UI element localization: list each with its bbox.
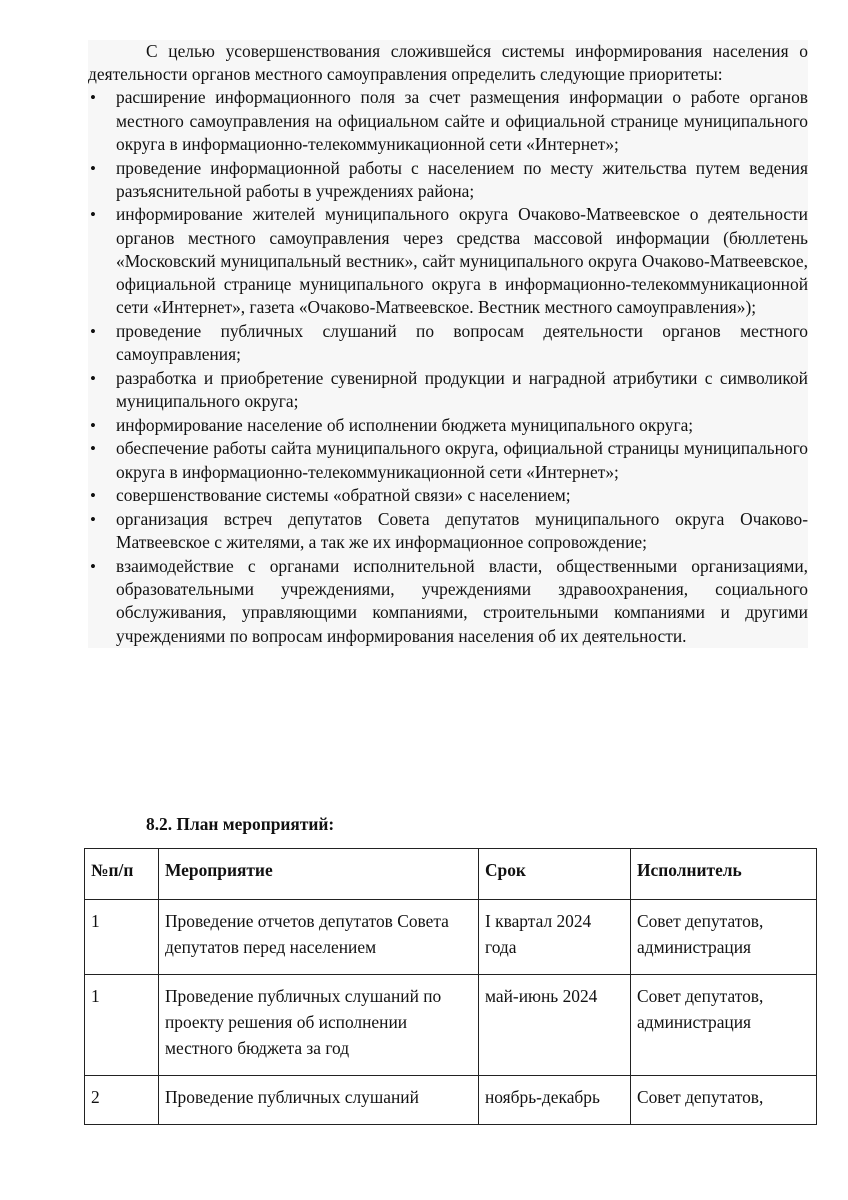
cell-event: Проведение публичных слушаний по проекту решения об исполнении местного бюджета за год [159,975,479,1076]
list-item: • совершенствование системы «обратной связи» с населением; [88,484,808,507]
column-header-deadline: Срок [479,849,631,900]
table-header-row [85,849,817,900]
cell-executor: Совет депутатов, администрация [631,900,817,975]
table-row [85,900,817,975]
list-item: • информирование жителей муниципального округа Очаково-Матвеевское о деятельности органов местного самоуправления через средства массовой информации (бюллетень «Московский муниципальный вестник», сайт муниципального округа Очаково-Матвеевское, официальной странице муниципального округа в информационно-телекоммуникационной сети «Интернет», газета «Очаково-Матвеевское. Вестник местного самоуправления»); [88,203,808,319]
list-item: • разработка и приобретение сувенирной продукции и наградной атрибутики с символикой муниципального округа; [88,367,808,413]
table-row [85,1076,817,1125]
section-title: 8.2. План мероприятий: [146,814,335,834]
column-header-executor: Исполнитель [631,849,817,900]
cell-deadline: I квартал 2024 года [479,900,631,975]
cell-executor: Совет депутатов, администрация [631,975,817,1076]
list-item: • проведение публичных слушаний по вопросам деятельности органов местного самоуправления; [88,320,808,366]
cell-number: 1 [85,975,159,1076]
priorities-list [88,86,808,647]
column-header-event: Мероприятие [159,849,479,900]
cell-event: Проведение публичных слушаний [159,1076,479,1125]
priorities-section [88,40,808,648]
cell-number: 2 [85,1076,159,1125]
intro-paragraph: С целью усовершенствования сложившейся системы информирования населения о деятельности органов местного самоуправления определить следующие приоритеты: [88,41,808,85]
list-item: • расширение информационного поля за счет размещения информации о работе органов местного самоуправления на официальном сайте и официальной странице муниципального округа в информационно-телекоммуникационной сети «Интернет»; [88,86,808,156]
events-plan-table [84,848,817,1125]
list-item: • проведение информационной работы с населением по месту жительства путем ведения разъяснительной работы в учреждениях района; [88,157,808,203]
column-header-number: №п/п [85,849,159,900]
cell-deadline: май-июнь 2024 [479,975,631,1076]
cell-executor: Совет депутатов, [631,1076,817,1125]
list-item: • взаимодействие с органами исполнительной власти, общественными организациями, образовательными учреждениями, учреждениями здравоохранения, социального обслуживания, управляющими компаниями, строительными компаниями и другими учреждениями по вопросам информирования населения об их деятельности. [88,555,808,648]
cell-deadline: ноябрь-декабрь [479,1076,631,1125]
list-item: • организация встреч депутатов Совета депутатов муниципального округа Очаково-Матвеевское с жителями, а так же их информационное сопровождение; [88,508,808,554]
table-row [85,975,817,1076]
cell-number: 1 [85,900,159,975]
list-item: • информирование население об исполнении бюджета муниципального округа; [88,414,808,437]
list-item: • обеспечение работы сайта муниципального округа, официальной страницы муниципального округа в информационно-телекоммуникационной сети «Интернет»; [88,437,808,483]
cell-event: Проведение отчетов депутатов Совета депутатов перед населением [159,900,479,975]
